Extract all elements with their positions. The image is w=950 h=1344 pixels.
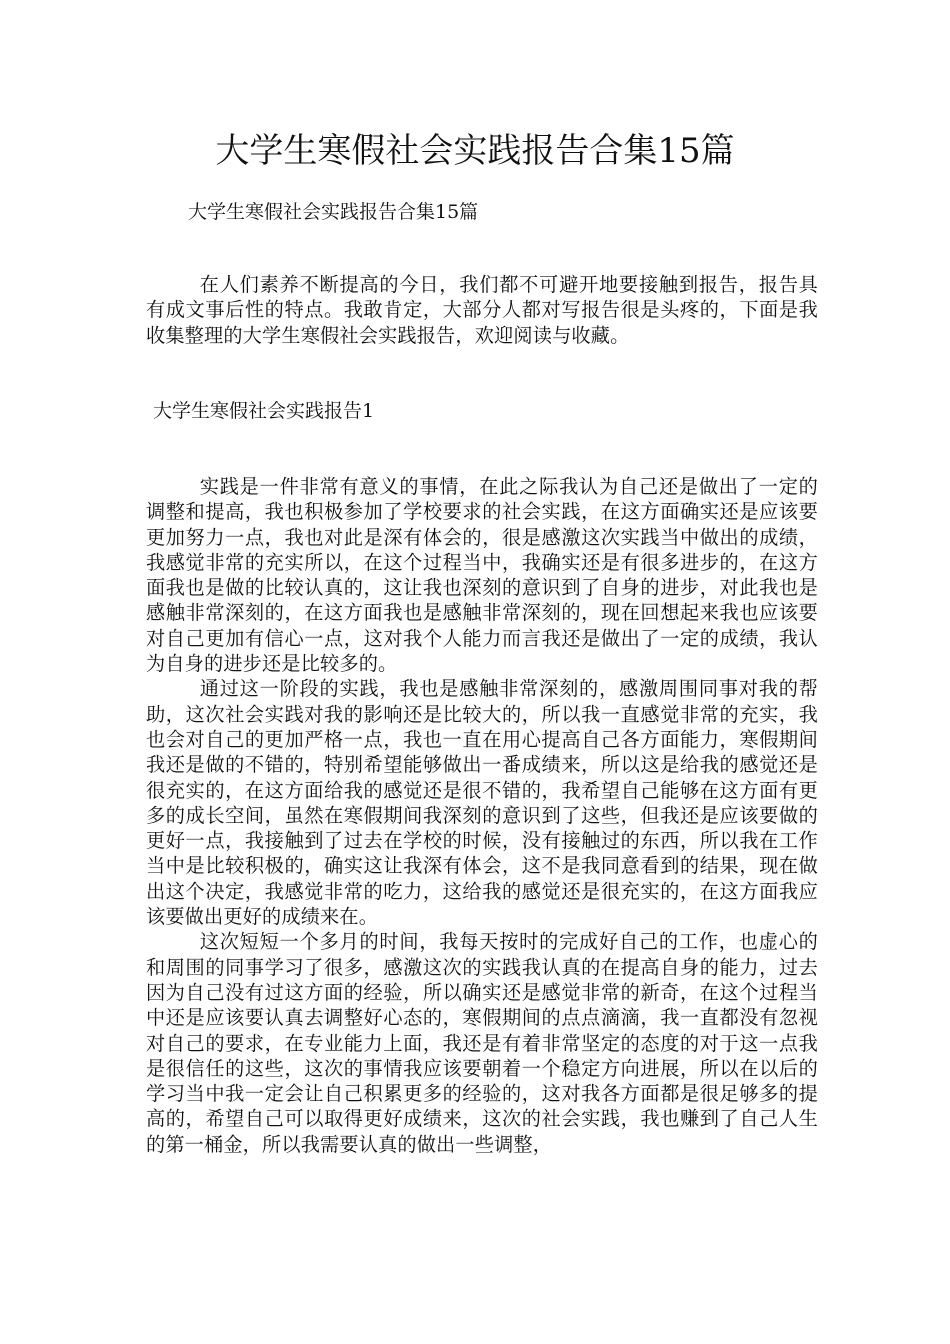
document-subtitle: 大学生寒假社会实践报告合集15篇	[188, 201, 479, 223]
body-paragraph: 通过这一阶段的实践，我也是感触非常深刻的，感激周围同事对我的帮助，这次社会实践对我的影响还是比较大的，所以我一直感觉非常的充实，我也会对自己的更加严格一点，我也一直在用心提高自己各方面能力，寒假期间我还是做的不错的，特别希望能够做出一番成绩来，所以这是给我的感觉还是很充实的，在这方面给我的感觉还是很不错的，我希望自己能够在这方面有更多的成长空间，虽然在寒假期间我深刻的意识到了这些，但我还是应该要做的更好一点，我接触到了过去在学校的时候，没有接触过的东西，所以我在工作当中是比较积极的，确实这让我深有体会，这不是我同意看到的结果，现在做出这个决定，我感觉非常的吃力，这给我的感觉还是很充实的，在这方面我应该要做出更好的成绩来在。	[146, 677, 818, 929]
body-paragraph: 实践是一件非常有意义的事情，在此之际我认为自己还是做出了一定的调整和提高，我也积极参加了学校要求的社会实践，在这方面确实还是应该要更加努力一点，我也对此是深有体会的，很是感激这次实践当中做出的成绩，我感觉非常的充实所以，在这个过程当中，我确实还是有很多进步的，在这方面我也是做的比较认真的，这让我也深刻的意识到了自身的进步，对此我也是感触非常深刻的，在这方面我也是感触非常深刻的，现在回想起来我也应该要对自己更加有信心一点，这对我个人能力而言我还是做出了一定的成绩，我认为自身的进步还是比较多的。	[146, 475, 818, 676]
document-title: 大学生寒假社会实践报告合集15篇	[215, 131, 735, 171]
section-heading: 大学生寒假社会实践报告1	[153, 400, 375, 422]
intro-paragraph: 在人们素养不断提高的今日，我们都不可避开地要接触到报告，报告具有成文事后性的特点。我敢肯定，大部分人都对写报告很是头疼的，下面是我收集整理的大学生寒假社会实践报告，欢迎阅读与收藏。	[146, 273, 818, 347]
body-paragraph: 这次短短一个多月的时间，我每天按时的完成好自己的工作，也虚心的和周围的同事学习了很多，感激这次的实践我认真的在提高自身的能力，过去因为自己没有过这方面的经验，所以确实还是感觉非常的新奇，在这个过程当中还是应该要认真去调整好心态的，寒假期间的点点滴滴，我一直都没有忽视对自己的要求，在专业能力上面，我还是有着非常坚定的态度的对于这一点我是很信任的这些，这次的事情我应该要朝着一个稳定方向进展，所以在以后的学习当中我一定会让自己积累更多的经验的，这对我各方面都是很足够多的提高的，希望自己可以取得更好成绩来，这次的社会实践，我也赚到了自己人生的第一桶金，所以我需要认真的做出一些调整，	[146, 930, 818, 1156]
body-text	[146, 474, 818, 1157]
